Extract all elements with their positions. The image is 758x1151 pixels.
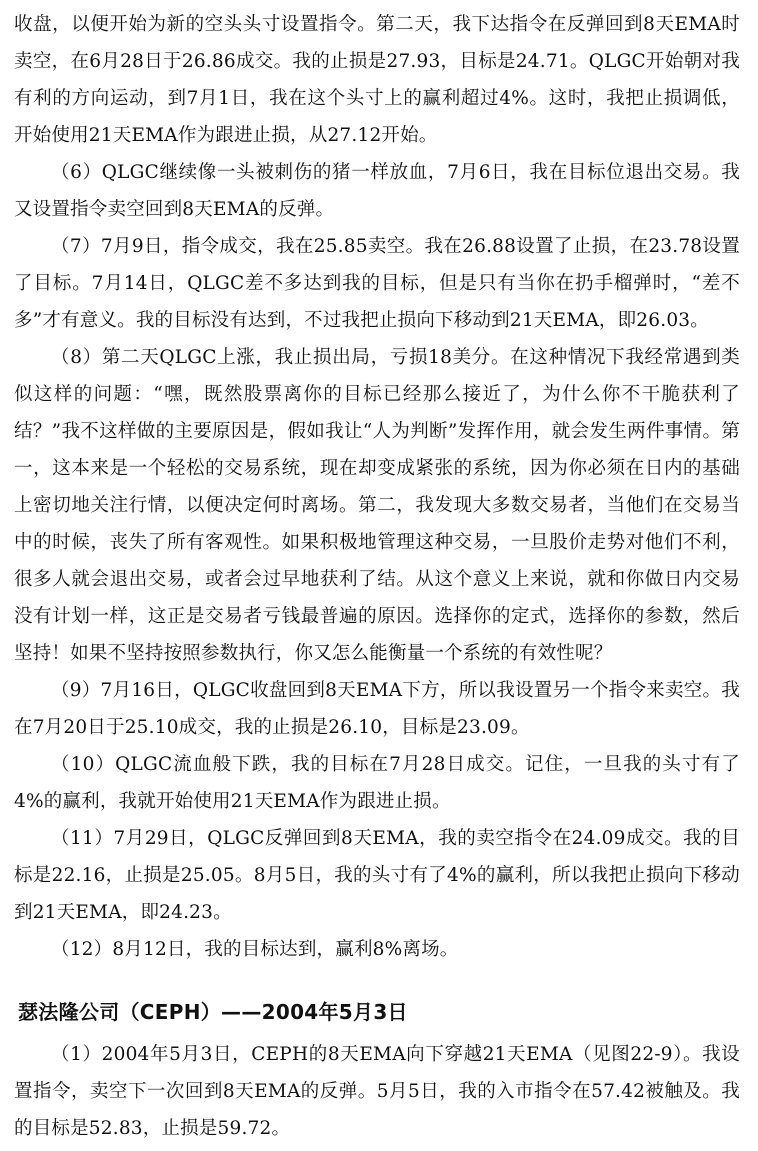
paragraph-step-12: （12）8月12日，我的目标达到，赢利8%离场。 [51, 939, 459, 960]
paragraph-step-9: （9）7月16日，QLGC收盘回到8天EMA下方，所以我设置另一个指令来卖空。我在7月20日于25.10成交，我的止损是26.10，目标是23.09。 [14, 680, 740, 738]
paragraph-step-6: （6）QLGC继续像一头被刺伤的猪一样放血，7月6日，我在目标位退出交易。我又设置指令卖空回到8天EMA的反弹。 [14, 162, 740, 220]
paragraph-ceph-step-1: （1）2004年5月3日，CEPH的8天EMA向下穿越21天EMA（见图22-9）。我设置指令，卖空下一次回到8天EMA的反弹。5月5日，我的入市指令在57.42被触及。我的目标是52.83，止损是59.72。 [14, 1044, 740, 1139]
paragraph-step-10: （10）QLGC流血般下跌，我的目标在7月28日成交。记住，一旦我的头寸有了4%的赢利，我就开始使用21天EMA作为跟进止损。 [14, 754, 740, 812]
section-heading-ceph: 瑟法隆公司（CEPH）——2004年5月3日 [18, 1000, 408, 1024]
paragraph-step-8: （8）第二天QLGC上涨，我止损出局，亏损18美分。在这种情况下我经常遇到类似这样的问题：“嘿，既然股票离你的目标已经那么接近了，为什么你不干脆获利了结？”我不这样做的主要原因是，假如我让“人为判断”发挥作用，就会发生两件事情。第一，这本来是一个轻松的交易系统，现在却变成紧张的系统，因为你必须在日内的基础上密切地关注行情，以便决定何时离场。第二，我发现大多数交易者，当他们在交易当中的时候，丧失了所有客观性。如果积极地管理这种交易，一旦股价走势对他们不利，很多人就会退出交易，或者会过早地获利了结。从这个意义上来说，就和你做日内交易没有计划一样，这正是交易者亏钱最普遍的原因。选择你的定式，选择你的参数，然后坚持！如果不坚持按照参数执行，你又怎么能衡量一个系统的有效性呢？ [14, 347, 740, 664]
paragraph-step-7: （7）7月9日，指令成交，我在25.85卖空。我在26.88设置了止损，在23.78设置了目标。7月14日，QLGC差不多达到我的目标，但是只有当你在扔手榴弹时，“差不多”才有意义。我的目标没有达到，不过我把止损向下移动到21天EMA，即26.03。 [14, 236, 740, 331]
paragraph-continuation: 收盘，以便开始为新的空头头寸设置指令。第二天，我下达指令在反弹回到8天EMA时卖空，在6月28日于26.86成交。我的止损是27.93，目标是24.71。QLGC开始朝对我有利的方向运动，到7月1日，我在这个头寸上的赢利超过4%。这时，我把止损调低，开始使用21天EMA作为跟进止损，从27.12开始。 [14, 14, 740, 146]
paragraph-step-11: （11）7月29日，QLGC反弹回到8天EMA，我的卖空指令在24.09成交。我的目标是22.16，止损是25.05。8月5日，我的头寸有了4%的赢利，所以我把止损向下移动到21天EMA，即24.23。 [14, 828, 740, 923]
